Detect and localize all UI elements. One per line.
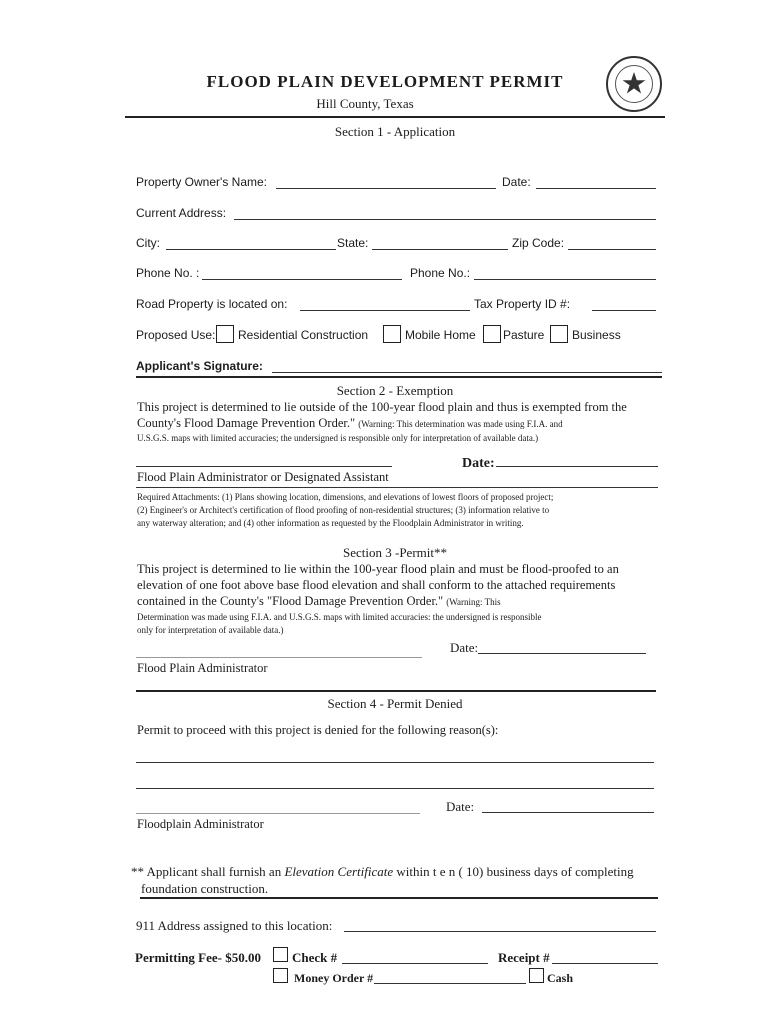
section3-line4: Determination was made using F.I.A. and U.S.G.S. maps with limited accuracies: the undersigned is responsible	[137, 612, 542, 622]
residential-label: Residential Construction	[238, 328, 369, 342]
footer-rule	[140, 897, 658, 899]
header-rule	[125, 116, 665, 118]
check-number-field[interactable]	[342, 963, 488, 964]
pasture-label: Pasture	[503, 328, 545, 342]
signature-field[interactable]	[272, 372, 662, 373]
section2-para-line2-small: (Warning: This determination was made using F.I.A. and	[358, 419, 563, 429]
address-911-field[interactable]	[344, 931, 656, 932]
form-title: FLOOD PLAIN DEVELOPMENT PERMIT	[206, 72, 564, 91]
county-seal	[606, 56, 662, 112]
section3-rule	[136, 690, 656, 692]
section3-heading: Section 3 -Permit**	[343, 545, 447, 560]
address-911-label: 911 Address assigned to this location:	[136, 918, 333, 933]
section2-para-line2-main: County's Flood Damage Prevention Order."	[137, 416, 356, 430]
section2-rule	[136, 487, 658, 488]
section1-heading: Section 1 - Application	[334, 124, 456, 139]
form-subtitle: Hill County, Texas	[316, 96, 414, 111]
cash-checkbox[interactable]	[529, 968, 544, 983]
check-label: Check #	[292, 950, 338, 965]
owner-name-field[interactable]	[276, 188, 496, 189]
phone1-field[interactable]	[202, 279, 402, 280]
section4-date-field[interactable]	[482, 812, 654, 813]
section3-date-label: Date:	[450, 640, 479, 655]
section3-line5: only for interpretation of available data.)	[137, 625, 284, 635]
section2-date-label: Date:	[462, 456, 495, 471]
elevation-note-line2: foundation construction.	[141, 881, 269, 896]
pasture-checkbox[interactable]	[483, 325, 501, 343]
section3-line3	[137, 594, 667, 609]
tax-id-label: Tax Property ID #:	[474, 297, 571, 311]
section2-heading: Section 2 - Exemption	[336, 383, 454, 398]
attachments-line1: Required Attachments: (1) Plans showing location, dimensions, and elevations of lowest floors of proposed project;	[137, 492, 554, 502]
city-field[interactable]	[166, 249, 336, 250]
elevation-note-line1	[131, 864, 671, 879]
section1-rule	[136, 376, 662, 378]
note-suffix: within t e n ( 10) business days of completing	[396, 864, 634, 879]
receipt-number-field[interactable]	[552, 963, 658, 964]
tax-id-field[interactable]	[592, 310, 656, 311]
road-label: Road Property is located on:	[136, 297, 288, 311]
section3-line3-small: (Warning: This	[446, 597, 501, 607]
money-order-number-field[interactable]	[374, 983, 526, 984]
proposed-use-label: Proposed Use:	[136, 328, 216, 342]
section3-admin-label: Flood Plain Administrator	[137, 661, 268, 675]
residential-checkbox[interactable]	[216, 325, 234, 343]
date-field[interactable]	[536, 188, 656, 189]
attachments-line3: any waterway alteration; and (4) other information as requested by the Floodplain Administrator in writing.	[137, 518, 524, 528]
section3-line3-main: contained in the County's "Flood Damage Prevention Order."	[137, 594, 444, 608]
road-field[interactable]	[300, 310, 470, 311]
mobile-home-label: Mobile Home	[405, 328, 476, 342]
section4-admin-label: Floodplain Administrator	[137, 817, 264, 831]
note-prefix: ** Applicant shall furnish an	[131, 864, 282, 879]
attachments-line2: (2) Engineer's or Architect's certification of flood proofing of non-residential structures; (3) information relative to	[137, 505, 550, 515]
money-order-label: Money Order #	[294, 971, 374, 985]
zip-field[interactable]	[568, 249, 656, 250]
section2-para-line2	[137, 416, 667, 431]
section3-date-field[interactable]	[478, 653, 646, 654]
business-label: Business	[572, 328, 621, 342]
section4-signature-field[interactable]	[136, 813, 420, 814]
reason-line-2[interactable]	[136, 788, 654, 789]
section4-heading: Section 4 - Permit Denied	[327, 696, 463, 711]
phone2-field[interactable]	[474, 279, 656, 280]
section2-admin-label: Flood Plain Administrator or Designated Assistant	[137, 470, 389, 484]
section2-signature-field[interactable]	[136, 466, 392, 467]
phone2-label: Phone No.:	[410, 266, 471, 280]
zip-label: Zip Code:	[512, 236, 565, 250]
money-order-checkbox[interactable]	[273, 968, 288, 983]
city-label: City:	[136, 236, 160, 250]
section3-line1: This project is determined to lie within the 100-year flood plain and must be flood-proofed to an	[137, 562, 619, 576]
cash-label: Cash	[547, 971, 574, 985]
phone1-label: Phone No. :	[136, 266, 200, 280]
section2-para-line1: This project is determined to lie outside of the 100-year flood plain and thus is exempted from the	[137, 400, 627, 414]
fee-label: Permitting Fee- $50.00	[135, 950, 261, 965]
check-checkbox[interactable]	[273, 947, 288, 962]
date-label: Date:	[502, 175, 531, 189]
address-label: Current Address:	[136, 206, 227, 220]
address-field[interactable]	[234, 219, 656, 220]
state-field[interactable]	[372, 249, 508, 250]
business-checkbox[interactable]	[550, 325, 568, 343]
state-label: State:	[337, 236, 369, 250]
mobile-home-checkbox[interactable]	[383, 325, 401, 343]
section2-date-field[interactable]	[496, 466, 658, 467]
reason-line-1[interactable]	[136, 762, 654, 763]
section3-line2: elevation of one foot above base flood elevation and shall conform to the attached requirements	[137, 578, 616, 592]
note-italic: Elevation Certificate	[284, 864, 394, 879]
section4-date-label: Date:	[446, 799, 475, 814]
section4-reason-label: Permit to proceed with this project is denied for the following reason(s):	[137, 723, 499, 737]
star-icon	[608, 58, 660, 110]
signature-label: Applicant's Signature:	[136, 359, 263, 373]
section2-para-line3: U.S.G.S. maps with limited accuracies; the undersigned is responsible only for interpretation of available data.)	[137, 433, 539, 443]
section3-signature-field[interactable]	[136, 657, 422, 658]
receipt-label: Receipt #	[498, 950, 550, 965]
owner-name-label: Property Owner's Name:	[136, 175, 267, 189]
